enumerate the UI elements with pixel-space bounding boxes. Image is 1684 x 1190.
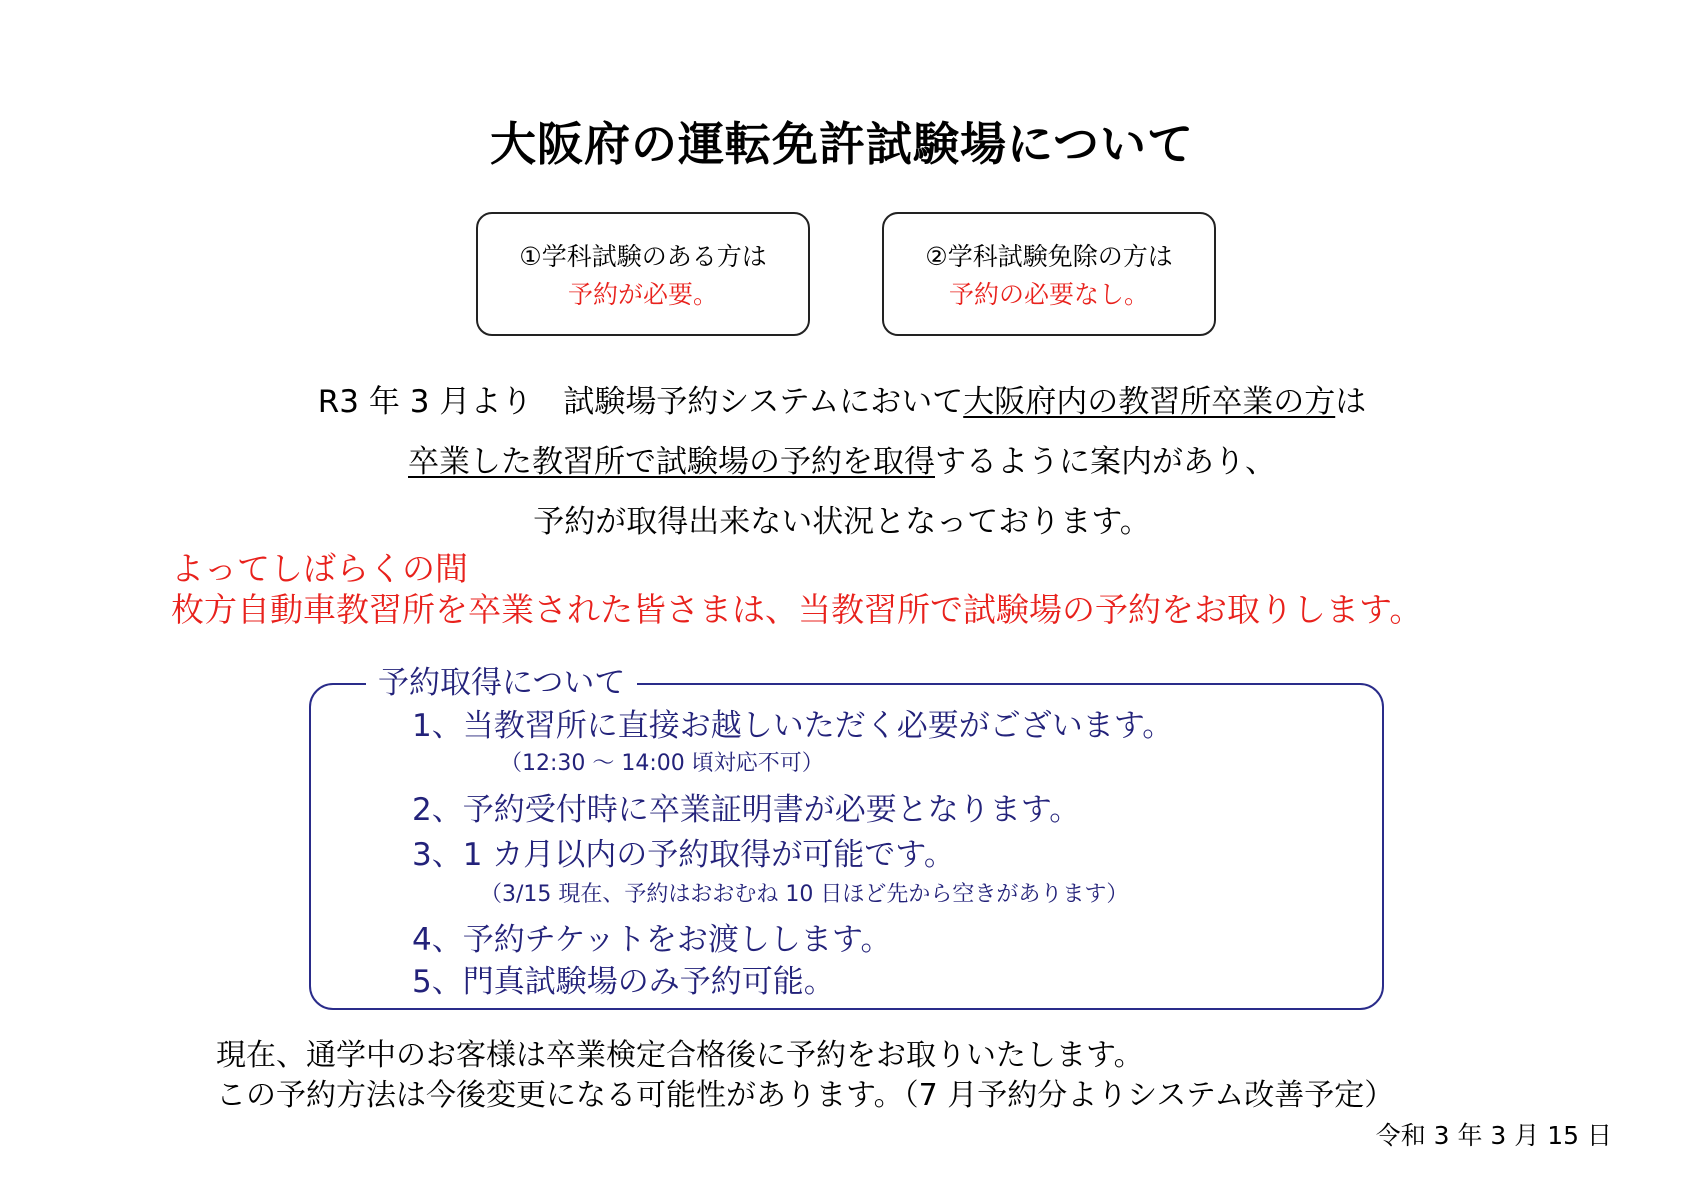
reservation-item-1: 1、当教習所に直接お越しいただく必要がございます。 xyxy=(412,708,1174,744)
reservation-item-4: 4、予約チケットをお渡しします。 xyxy=(412,922,892,958)
intro-line-2 xyxy=(0,436,1684,481)
intro-text: するように案内があり、 xyxy=(935,444,1276,480)
intro-underlined: 卒業した教習所で試験場の予約を取得 xyxy=(408,444,935,480)
reservation-item-3: 3、1 カ月以内の予約取得が可能です。 xyxy=(412,837,955,873)
reservation-item-5: 5、門真試験場のみ予約可能。 xyxy=(412,964,835,1000)
notice-line-1: よってしばらくの間 xyxy=(171,549,468,588)
issue-date: 令和 3 年 3 月 15 日 xyxy=(1375,1121,1612,1150)
footer-line-1: 現在、通学中のお客様は卒業検定合格後に予約をお取りいたします。 xyxy=(216,1038,1144,1073)
badge-exam-exempt xyxy=(882,212,1216,336)
badge-line2: 予約が必要。 xyxy=(567,280,718,309)
intro-line-1 xyxy=(0,376,1684,421)
intro-line-3: 予約が取得出来ない状況となっております。 xyxy=(533,504,1151,540)
badge-exam-required xyxy=(476,212,810,336)
reservation-note-1: （12:30 ～ 14:00 頃対応不可） xyxy=(500,751,824,776)
intro-text: R3 年 3 月より 試験場予約システムにおいて xyxy=(317,384,964,420)
badge-line1: ①学科試験のある方は xyxy=(519,242,767,271)
badge-line1: ②学科試験免除の方は xyxy=(925,242,1173,271)
badge-line2: 予約の必要なし。 xyxy=(948,280,1149,309)
intro-text: は xyxy=(1335,384,1367,420)
notice-line-2: 枚方自動車教習所を卒業された皆さまは、当教習所で試験場の予約をお取りします。 xyxy=(171,590,1423,629)
reservation-heading: 予約取得について xyxy=(366,664,637,702)
footer-line-2: この予約方法は今後変更になる可能性があります。（7 月予約分よりシステム改善予定） xyxy=(216,1078,1395,1113)
intro-underlined: 大阪府内の教習所卒業の方 xyxy=(963,384,1336,420)
page-title: 大阪府の運転免許試験場について xyxy=(489,117,1195,171)
reservation-item-2: 2、予約受付時に卒業証明書が必要となります。 xyxy=(412,792,1081,828)
reservation-note-2: （3/15 現在、予約はおおむね 10 日ほど先から空きがあります） xyxy=(480,882,1129,907)
